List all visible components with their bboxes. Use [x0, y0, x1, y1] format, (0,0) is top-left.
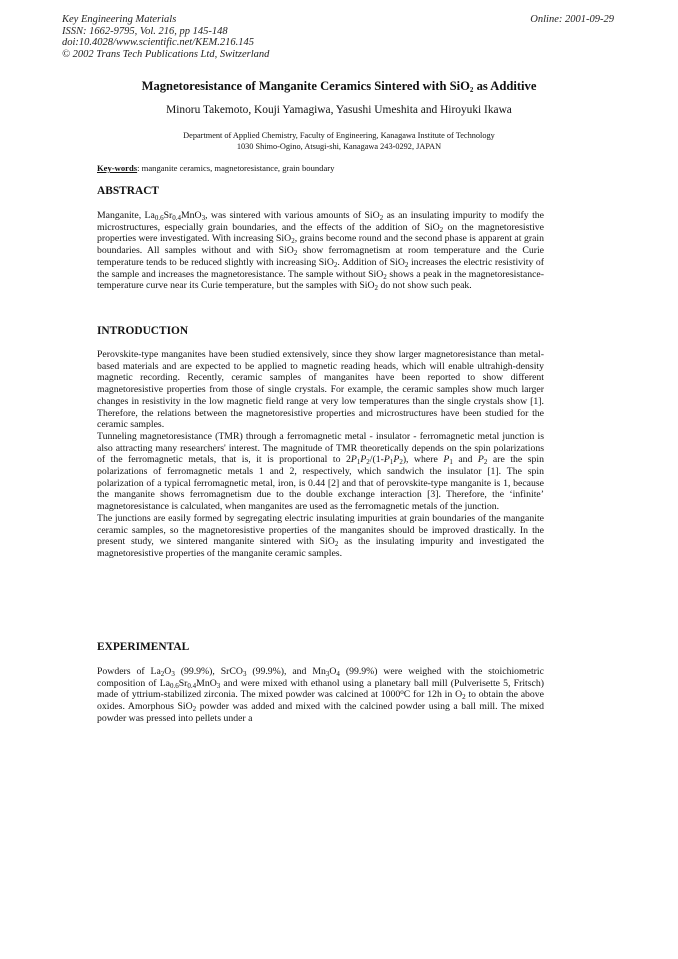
- introduction-heading: INTRODUCTION: [97, 325, 189, 337]
- keywords-text: : manganite ceramics, magnetoresistance, grain boundary: [137, 163, 335, 173]
- journal-copyright: © 2002 Trans Tech Publications Ltd, Switzerland: [62, 48, 270, 60]
- affiliation-line-1: Department of Applied Chemistry, Faculty of Engineering, Kanagawa Institute of Technology: [183, 131, 495, 140]
- keywords: [97, 163, 334, 173]
- online-date: Online: 2001-09-29: [530, 14, 614, 25]
- title-subscript: 2: [469, 86, 474, 94]
- journal-header: [62, 14, 269, 60]
- keywords-label: Key-words: [97, 163, 138, 173]
- introduction-body: [97, 349, 544, 560]
- title-text: Magnetoresistance of Manganite Ceramics Sintered with SiO: [141, 79, 470, 93]
- affiliation-line-2: 1030 Shimo-Ogino, Atsugi-shi, Kanagawa 243-0292, JAPAN: [236, 141, 442, 151]
- introduction-paragraph-1: Perovskite-type manganites have been studied extensively, since they show larger magnetoresistance than metal-based materials and are expected to be applied to magnetic reading heads, which will enable ultrahigh-density magnetic recording. Recently, ceramic samples of manganites have been reported to show different magnetoresistive properties from those of single crystals. For example, the ceramic samples show much larger changes in resistivity in the low magnetic field range at very low temperatures than the single crystals show [1]. Therefore, the relations between the magnetoresistive properties and microstructures have been studied for the ceramic samples.: [97, 349, 544, 431]
- introduction-paragraph-3: The junctions are easily formed by segregating electric insulating impurities at grain boundaries of the manganite ceramic samples, so the magnetoresistive properties of the manganites should be improved drastically. In the present study, we sintered manganite sintered with SiO$_2$ as the insulating impurity and investigated the magnetoresistive properties of the manganite ceramic samples.: [97, 512, 544, 559]
- title-text-end: as Additive: [473, 79, 537, 93]
- experimental-heading: EXPERIMENTAL: [97, 641, 190, 653]
- journal-issn: ISSN: 1662-9795, Vol. 216, pp 145-148: [62, 25, 228, 37]
- journal-doi: doi:10.4028/www.scientific.net/KEM.216.145: [62, 37, 254, 48]
- abstract-heading: ABSTRACT: [97, 185, 160, 197]
- paper-authors: Minoru Takemoto, Kouji Yamagiwa, Yasushi Umeshita and Hiroyuki Ikawa: [166, 104, 512, 116]
- paper-title: [0, 79, 678, 94]
- abstract-body: Manganite, $La_{0.6}Sr_{0.4}MnO_3$, was sintered with various amounts of SiO$_2$ as an insulating impurity to modify the microstructures, especially grain boundaries, and the effects of the addition of SiO$_2$ on the magnetoresistive properties were investigated. With increasing SiO$_2$, grains become round and the second phase is apparent at grain boundaries. All samples without and with SiO$_2$ show ferromagnetism at room temperature and the Curie temperature tends to be reduced slightly with increasing SiO$_2$. Addition of SiO$_2$ increases the electric resistivity of the sample and increases the magnetoresistance. The sample without SiO$_2$ shows a peak in the magnetoresistance-temperature curve near its Curie temperature, but the samples with SiO$_2$ do not show such peak.: [97, 210, 545, 293]
- introduction-paragraph-2: Tunneling magnetoresistance (TMR) through a ferromagnetic metal - insulator - ferromagnetic metal junction is also attracting many researchers' interest. The magnitude of TMR theoretically depends on the spin polarizations of the ferromagnetic metals, that is, it is proportional to $2P_1P_2/(1-P_1P_2)$, where $P_1$ and $P_2$ are the spin polarizations of ferromagnetic metals 1 and 2, respectively, which sandwich the insulator [1]. The spin polarization of a typical ferromagnetic metal, iron, is 0.44 [2] and that of perovskite-type manganite is 1, because the manganite shows ferromagnetism due to the double exchange interaction [3]. Therefore, the ‘infinite’ magnetoresistance is calculated, when manganites are used as the ferromagnetic metals of the junction.: [97, 430, 544, 513]
- affiliation: [0, 131, 678, 152]
- experimental-body: Powders of $La_2O_3$ (99.9%), SrCO$_3$ (99.9%), and $Mn_3O_4$ (99.9%) were weighed with the stoichiometric composition of $La_{0.6}Sr_{0.4}MnO_3$ and were mixed with ethanol using a planetary ball mill (Pulverisette 5, Fritsch) made of yttrium-stabilized zirconia. The mixed powder was calcined at 1000$^o$C for 12h in $O_2$ to obtain the above oxides. Amorphous SiO$_2$ powder was added and mixed with the calcined powder using a ball mill. The mixed powder was pressed into pellets under a: [97, 666, 545, 724]
- journal-name: Key Engineering Materials: [62, 14, 177, 25]
